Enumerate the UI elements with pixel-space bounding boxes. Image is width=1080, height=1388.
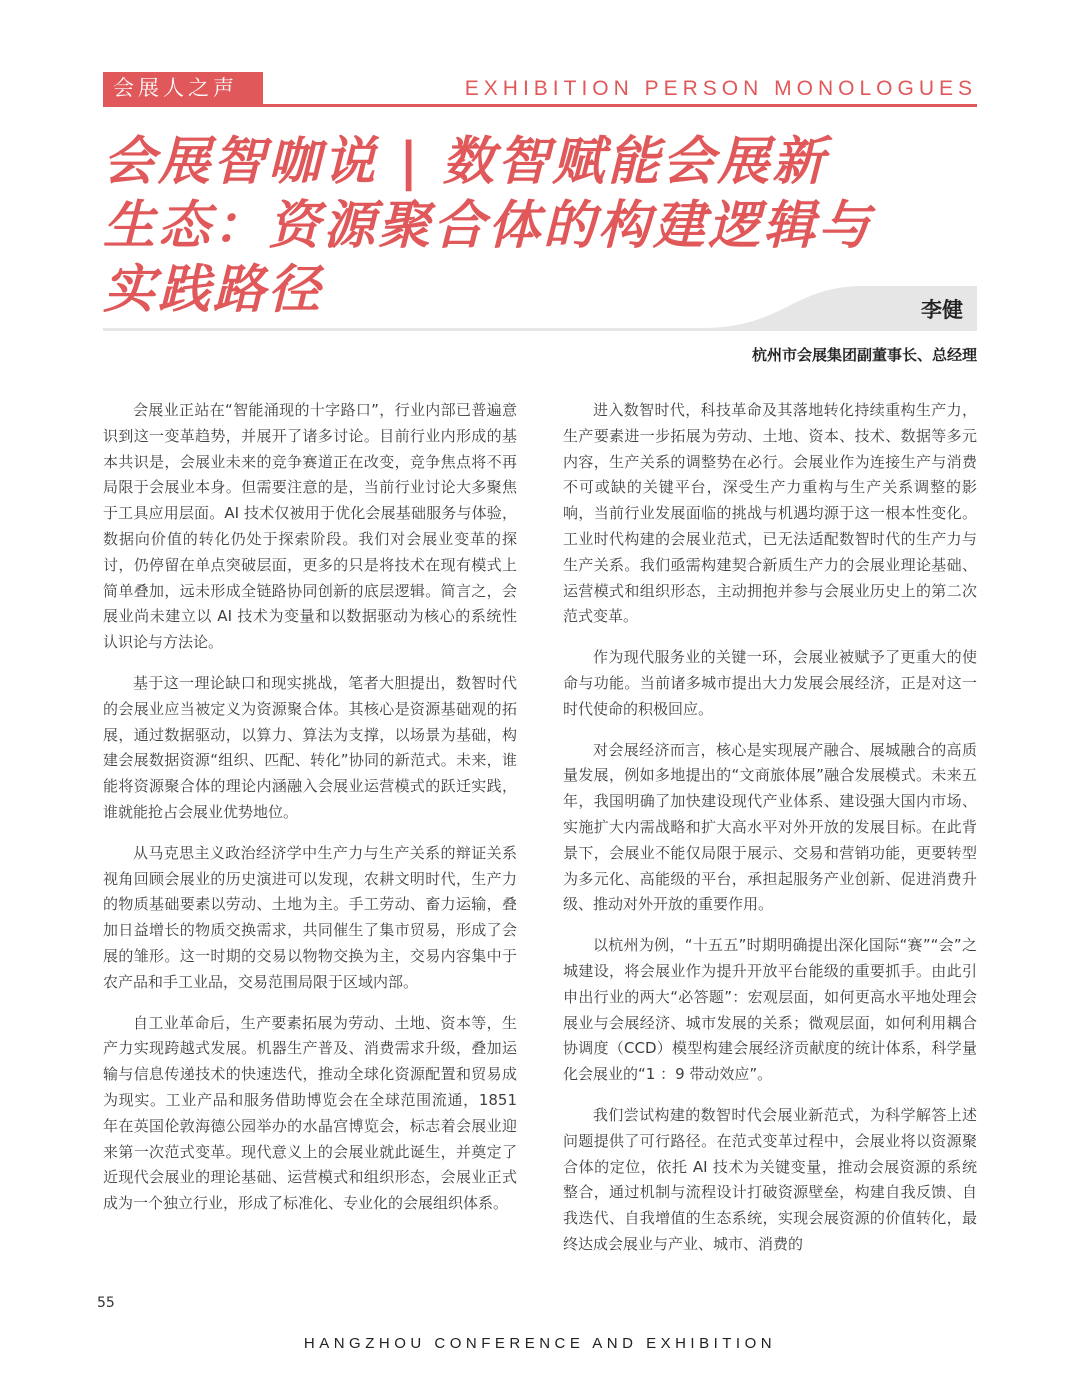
page-number: 55 xyxy=(97,1295,115,1311)
paragraph: 以杭州为例，“十五五”时期明确提出深化国际“赛”“会”之城建设，将会展业作为提升开放平台能级的重要抓手。由此引申出行业的两大“必答题”：宏观层面，如何更高水平地处理会展业与会展经济、城市发展的关系；微观层面，如何利用耦合协调度（CCD）模型构建会展经济贡献度的统计体系，科学量化会展业的“1 ：9 带动效应”。 xyxy=(563,936,977,1084)
paragraph: 进入数智时代，科技革命及其落地转化持续重构生产力，生产要素进一步拓展为劳动、土地、资本、技术、数据等多元内容，生产关系的调整势在必行。会展业作为连接生产与消费不可或缺的关键平台，深受生产力重构与生产关系调整的影响，当前行业发展面临的挑战与机遇均源于这一根本性变化。工业时代构建的会展业范式，已无法适配数智时代的生产力与生产关系。我们亟需构建契合新质生产力的会展业理论基础、运营模式和组织形态，主动拥抱并参与会展业历史上的第二次范式变革。 xyxy=(563,401,977,626)
body-column-left xyxy=(103,398,517,1232)
paragraph: 作为现代服务业的关键一环，会展业被赋予了更重大的使命与功能。当前诸多城市提出大力发展会展经济，正是对这一时代使命的积极回应。 xyxy=(563,648,977,718)
author-affiliation: 杭州市会展集团副董事长、总经理 xyxy=(751,346,977,364)
paragraph: 对会展经济而言，核心是实现展产融合、展城融合的高质量发展，例如多地提出的“文商旅体展”融合发展模式。未来五年，我国明确了加快建设现代产业体系、建设强大国内市场、实施扩大内需战略和扩大高水平对外开放的发展目标。在此背景下，会展业不能仅局限于展示、交易和营销功能，更要转型为多元化、高能级的平台，承担起服务产业创新、促进消费升级、推动对外开放的重要作用。 xyxy=(563,740,977,914)
paragraph: 我们尝试构建的数智时代会展业新范式，为科学解答上述问题提供了可行路径。在范式变革过程中，会展业将以资源聚合体的定位，依托 AI 技术为关键变量，推动会展资源的系统整合，通过机制与流程设计打破资源壁垒，构建自我反馈、自我迭代、自我增值的生态系统，实现会展资源的价值转化，最终达成会展业与产业、城市、消费的 xyxy=(563,1105,977,1253)
title-line-1: 会展智咖说 | 数智赋能会展新 xyxy=(103,132,828,192)
paragraph: 基于这一理论缺口和现实挑战，笔者大胆提出，数智时代的会展业应当被定义为资源聚合体。其核心是资源基础观的拓展，通过数据驱动，以算力、算法为支撑，以场景为基础，构建会展数据资源“组织、匹配、转化”协同的新范式。未来，谁能将资源聚合体的理论内涵融入会展业运营模式的跃迁实践，谁就能抢占会展业优势地位。 xyxy=(103,673,517,821)
body-column-right xyxy=(563,398,977,1273)
section-tag: 会展人之声 xyxy=(103,72,263,104)
title-line-3: 实践路径 xyxy=(103,260,324,320)
magazine-footer: HANGZHOU CONFERENCE AND EXHIBITION xyxy=(303,1335,777,1352)
paragraph: 自工业革命后，生产要素拓展为劳动、土地、资本等，生产力实现跨越式发展。机器生产普及、消费需求升级，叠加运输与信息传递技术的快速迭代，推动全球化资源配置和贸易成为现实。工业产品和服务借助博览会在全球范围流通，1851 年在英国伦敦海德公园举办的水晶宫博览会，标志着会展业迎来第一次范式变革。现代意义上的会展业就此诞生，并奠定了近现代会展业的理论基础、运营模式和组织形态，会展业正式成为一个独立行业，形成了标准化、专业化的会展组织体系。 xyxy=(103,1013,517,1213)
title-line-2: 生态：资源聚合体的构建逻辑与 xyxy=(103,196,874,256)
author-banner-shape xyxy=(103,282,977,332)
author-banner xyxy=(103,282,977,332)
section-english-title: EXHIBITION PERSON MONOLOGUES xyxy=(464,77,977,100)
paragraph: 从马克思主义政治经济学中生产力与生产关系的辩证关系视角回顾会展业的历史演进可以发现，农耕文明时代，生产力的物质基础要素以劳动、土地为主。手工劳动、畜力运输，叠加日益增长的物质交换需求，共同催生了集市贸易，形成了会展的雏形。这一时期的交易以物物交换为主，交易内容集中于农产品和手工业品，交易范围局限于区域内部。 xyxy=(103,843,517,991)
author-name: 李健 xyxy=(921,298,963,322)
header-divider xyxy=(103,104,977,107)
paragraph: 会展业正站在“智能涌现的十字路口”，行业内部已普遍意识到这一变革趋势，并展开了诸多讨论。目前行业内形成的基本共识是，会展业未来的竞争赛道正在改变，竞争焦点将不再局限于会展业本身。但需要注意的是，当前行业讨论大多聚焦于工具应用层面。AI 技术仅被用于优化会展基础服务与体验，数据向价值的转化仍处于探索阶段。我们对会展业变革的探讨，仍停留在单点突破层面，更多的只是将技术在现有模式上简单叠加，远未形成全链路协同创新的底层逻辑。简言之，会展业尚未建立以 AI 技术为变量和以数据驱动为核心的系统性认识论与方法论。 xyxy=(103,401,517,652)
